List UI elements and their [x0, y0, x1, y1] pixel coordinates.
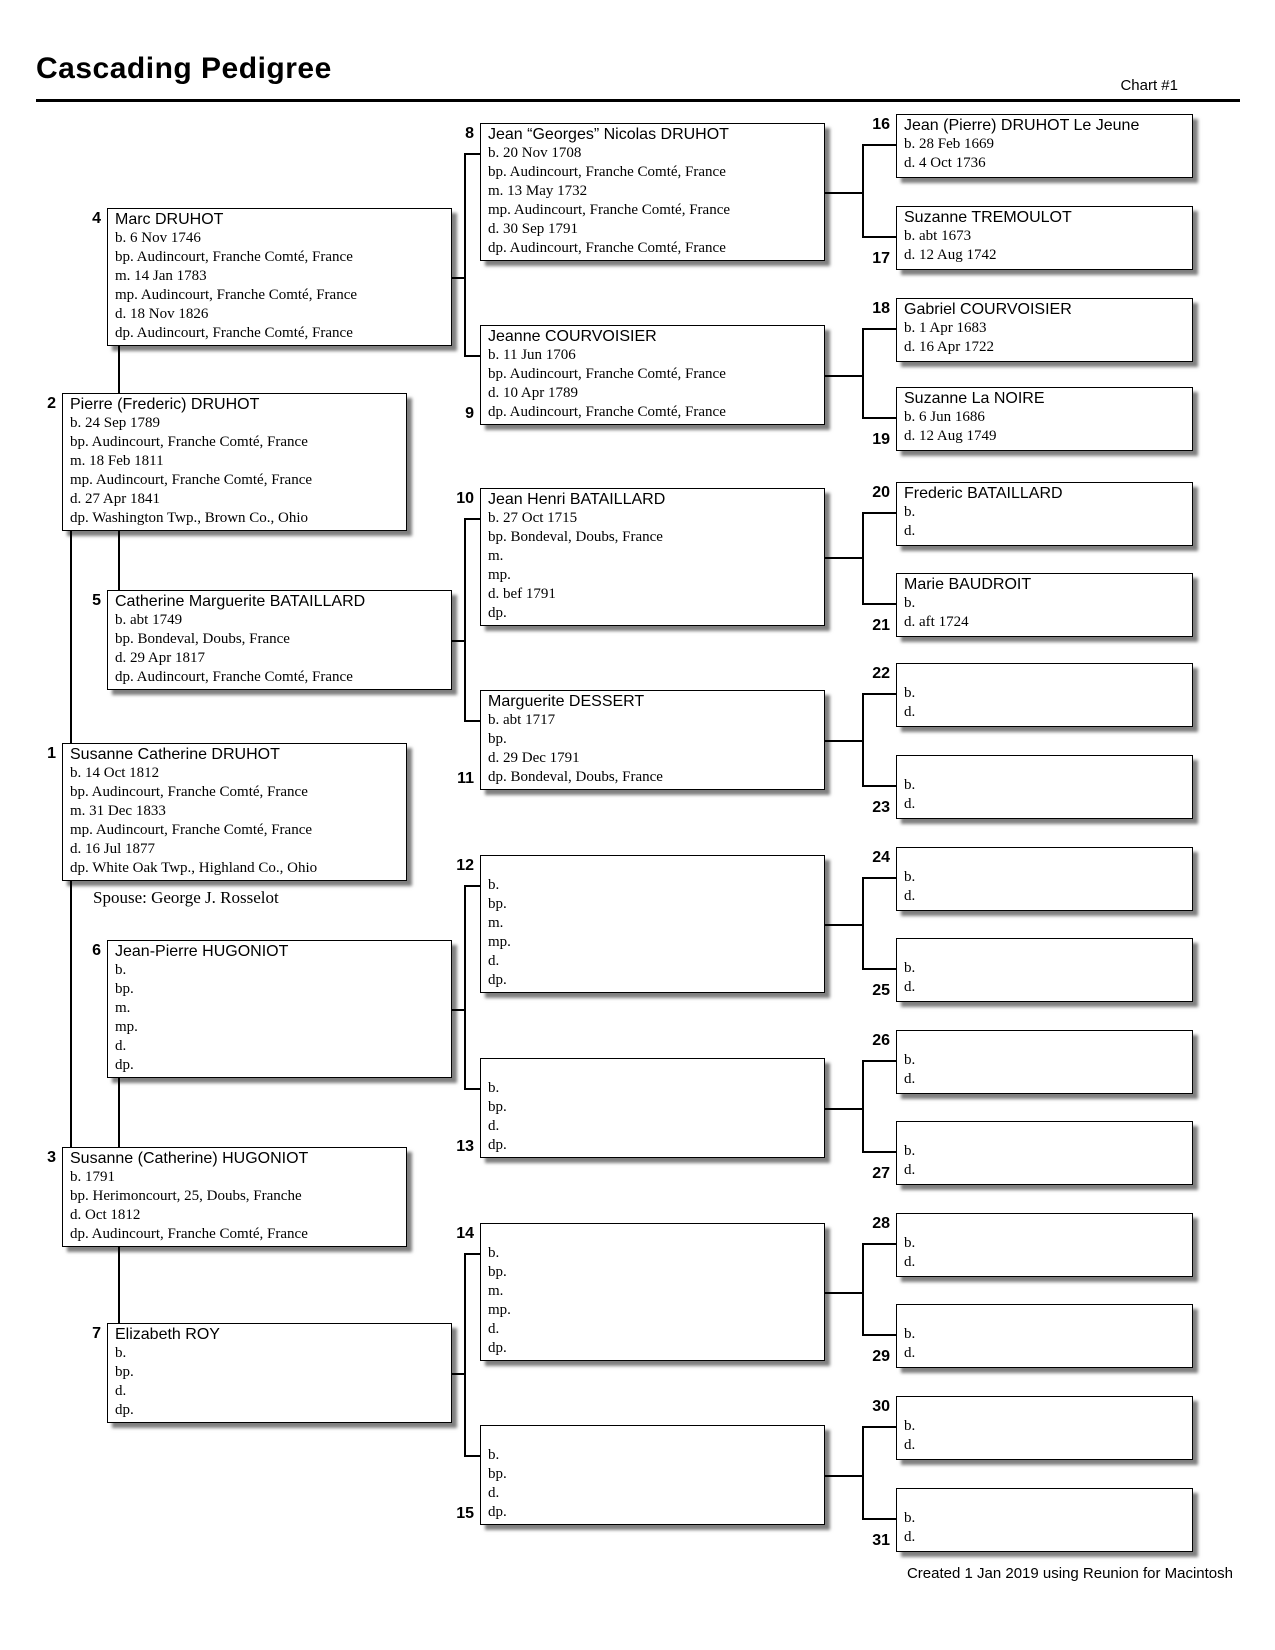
connector-line — [118, 531, 120, 590]
person-number: 14 — [456, 1225, 474, 1242]
connector-line — [862, 877, 864, 968]
person-detail-line: bp. — [488, 1099, 507, 1115]
person-detail-line: bp. Audincourt, Franche Comté, France — [115, 249, 353, 265]
person-number: 23 — [872, 799, 890, 816]
person-detail-line: b. — [904, 1418, 916, 1434]
person-box-26 — [896, 1030, 1193, 1094]
connector-line — [862, 1334, 896, 1336]
person-detail-line: b. 1 Apr 1683 — [904, 320, 987, 336]
person-detail-line: b. 28 Feb 1669 — [904, 136, 994, 152]
footer-note: Created 1 Jan 2019 using Reunion for Macintosh — [906, 1565, 1233, 1582]
person-detail-line: d. 18 Nov 1826 — [115, 306, 209, 322]
person-detail-line: m. — [115, 1000, 131, 1016]
person-detail-line: d. 12 Aug 1742 — [904, 247, 997, 263]
connector-line — [862, 144, 896, 146]
person-box-14 — [480, 1223, 825, 1361]
person-box-30 — [896, 1396, 1193, 1460]
person-detail-line: bp. — [115, 981, 134, 997]
person-name: Jean (Pierre) DRUHOT Le Jeune — [904, 117, 1140, 134]
connector-line — [118, 1247, 120, 1323]
person-detail-line: mp. Audincourt, Franche Comté, France — [70, 822, 313, 838]
person-detail-line: d. — [904, 979, 916, 995]
person-name — [904, 1215, 1186, 1234]
person-detail-line: d. — [488, 1118, 500, 1134]
person-name — [488, 1427, 818, 1446]
person-number: 5 — [92, 592, 101, 609]
person-box-1 — [62, 743, 407, 881]
connector-line — [464, 518, 466, 720]
person-detail-line: bp. Bondeval, Doubs, France — [488, 529, 663, 545]
person-detail-line: dp. Audincourt, Franche Comté, France — [115, 325, 353, 341]
person-detail-line: m. — [488, 1283, 504, 1299]
connector-line — [862, 603, 896, 605]
person-detail-line: d. 10 Apr 1789 — [488, 385, 578, 401]
person-detail-line: d. — [904, 704, 916, 720]
person-detail-line: b. — [115, 962, 127, 978]
person-detail-line: b. 1791 — [70, 1169, 115, 1185]
person-box-25 — [896, 938, 1193, 1002]
person-number: 28 — [872, 1215, 890, 1232]
person-number: 7 — [92, 1325, 101, 1342]
person-detail-line: dp. — [488, 1137, 507, 1153]
person-number: 19 — [872, 431, 890, 448]
connector-line — [825, 192, 864, 194]
person-detail-line: bp. — [488, 1466, 507, 1482]
person-detail-line: mp. — [488, 1302, 511, 1318]
person-detail-line: b. — [904, 960, 916, 976]
connector-line — [464, 153, 466, 355]
connector-line — [464, 885, 480, 887]
person-detail-line: d. — [904, 1345, 916, 1361]
person-box-12 — [480, 855, 825, 993]
person-detail-line: mp. Audincourt, Franche Comté, France — [70, 472, 313, 488]
person-name — [488, 1060, 818, 1079]
connector-line — [862, 328, 864, 417]
person-detail-line: bp. Herimoncourt, 25, Doubs, Franche — [70, 1188, 302, 1204]
person-name — [904, 940, 1186, 959]
connector-line — [825, 1292, 864, 1294]
person-box-27 — [896, 1121, 1193, 1185]
person-detail-line: b. — [904, 1510, 916, 1526]
person-detail-line: bp. Audincourt, Franche Comté, France — [488, 164, 726, 180]
connector-line — [118, 1078, 120, 1147]
person-box-28 — [896, 1213, 1193, 1277]
connector-line — [70, 531, 72, 743]
connector-line — [464, 885, 466, 1088]
person-box-20 — [896, 482, 1193, 546]
person-detail-line: b. — [488, 1245, 500, 1261]
person-detail-line: b. — [488, 1447, 500, 1463]
person-detail-line: bp. Bondeval, Doubs, France — [115, 631, 290, 647]
person-box-15 — [480, 1425, 825, 1525]
connector-line — [862, 512, 864, 603]
person-detail-line: d. — [904, 1254, 916, 1270]
person-number: 8 — [465, 125, 474, 142]
person-detail-line: d. 16 Jul 1877 — [70, 841, 156, 857]
title-rule — [36, 99, 1240, 102]
person-number: 13 — [456, 1138, 474, 1155]
person-detail-line: bp. — [115, 1364, 134, 1380]
person-detail-line: d. — [115, 1038, 127, 1054]
person-detail-line: d. — [904, 1071, 916, 1087]
person-name — [904, 1032, 1186, 1051]
person-detail-line: d. — [488, 953, 500, 969]
connector-line — [825, 1108, 864, 1110]
person-name: Suzanne La NOIRE — [904, 390, 1045, 407]
person-name: Frederic BATAILLARD — [904, 485, 1063, 502]
person-number: 26 — [872, 1032, 890, 1049]
person-detail-line: d. — [904, 523, 916, 539]
person-number: 16 — [872, 116, 890, 133]
person-box-9 — [480, 325, 825, 425]
connector-line — [464, 1088, 480, 1090]
connector-line — [464, 1253, 480, 1255]
person-detail-line: d. 29 Apr 1817 — [115, 650, 205, 666]
person-name: Marc DRUHOT — [115, 211, 224, 228]
person-detail-line: d. — [904, 796, 916, 812]
person-detail-line: d. 12 Aug 1749 — [904, 428, 997, 444]
person-detail-line: d. — [904, 1437, 916, 1453]
person-box-31 — [896, 1488, 1193, 1552]
person-detail-line: d. 30 Sep 1791 — [488, 221, 578, 237]
connector-line — [862, 1518, 896, 1520]
person-detail-line: b. 27 Oct 1715 — [488, 510, 578, 526]
person-number: 20 — [872, 484, 890, 501]
person-number: 17 — [872, 250, 890, 267]
person-detail-line: d. bef 1791 — [488, 586, 556, 602]
person-box-10 — [480, 488, 825, 626]
person-box-2 — [62, 393, 407, 531]
person-detail-line: dp. — [115, 1057, 134, 1073]
person-detail-line: b. 11 Jun 1706 — [488, 347, 576, 363]
person-detail-line: d. 27 Apr 1841 — [70, 491, 160, 507]
person-detail-line: b. — [904, 595, 916, 611]
person-detail-line: b. 6 Jun 1686 — [904, 409, 985, 425]
person-detail-line: m. 18 Feb 1811 — [70, 453, 164, 469]
person-detail-line: b. abt 1749 — [115, 612, 183, 628]
person-detail-line: d. 4 Oct 1736 — [904, 155, 986, 171]
person-number: 27 — [872, 1165, 890, 1182]
person-detail-line: d. 29 Dec 1791 — [488, 750, 580, 766]
person-detail-line: b. abt 1717 — [488, 712, 556, 728]
person-detail-line: b. — [904, 1143, 916, 1159]
person-box-4 — [107, 208, 452, 346]
connector-line — [862, 1060, 896, 1062]
person-detail-line: bp. — [488, 896, 507, 912]
connector-line — [464, 1253, 466, 1455]
connector-line — [118, 346, 120, 393]
person-detail-line: d. — [904, 888, 916, 904]
connector-line — [825, 924, 864, 926]
connector-line — [862, 968, 896, 970]
person-detail-line: bp. Audincourt, Franche Comté, France — [488, 366, 726, 382]
connector-line — [70, 881, 72, 1147]
person-name — [488, 857, 818, 876]
spouse-note: Spouse: George J. Rosselot — [93, 888, 279, 907]
person-box-5 — [107, 590, 452, 690]
person-detail-line: b. abt 1673 — [904, 228, 972, 244]
person-number: 25 — [872, 982, 890, 999]
person-number: 22 — [872, 665, 890, 682]
person-name — [488, 1225, 818, 1244]
connector-line — [464, 1455, 480, 1457]
person-detail-line: mp. — [488, 567, 511, 583]
person-detail-line: b. — [904, 1235, 916, 1251]
person-number: 6 — [92, 942, 101, 959]
connector-line — [862, 693, 896, 695]
connector-line — [862, 1243, 864, 1334]
person-box-18 — [896, 298, 1193, 362]
person-name: Jeanne COURVOISIER — [488, 328, 657, 345]
person-name — [904, 757, 1186, 776]
person-detail-line: bp. Audincourt, Franche Comté, France — [70, 784, 308, 800]
person-detail-line: d. — [488, 1485, 500, 1501]
connector-line — [862, 1060, 864, 1151]
person-detail-line: d. — [488, 1321, 500, 1337]
person-detail-line: b. — [904, 777, 916, 793]
connector-line — [825, 375, 864, 377]
connector-line — [825, 1475, 864, 1477]
person-number: 1 — [47, 745, 56, 762]
person-detail-line: dp. Audincourt, Franche Comté, France — [488, 240, 726, 256]
person-detail-line: dp. Washington Twp., Brown Co., Ohio — [70, 510, 309, 526]
connector-line — [862, 1426, 864, 1518]
person-number: 29 — [872, 1348, 890, 1365]
person-box-24 — [896, 847, 1193, 911]
person-number: 9 — [465, 405, 474, 422]
person-detail-line: m. 14 Jan 1783 — [115, 268, 207, 284]
person-box-11 — [480, 690, 825, 790]
person-name: Elizabeth ROY — [115, 1326, 220, 1343]
person-name: Jean-Pierre HUGONIOT — [115, 943, 289, 960]
person-name — [904, 1306, 1186, 1325]
person-detail-line: m. 31 Dec 1833 — [70, 803, 166, 819]
person-detail-line: b. — [904, 1326, 916, 1342]
person-detail-line: d. Oct 1812 — [70, 1207, 141, 1223]
person-number: 21 — [872, 617, 890, 634]
person-detail-line: b. 24 Sep 1789 — [70, 415, 160, 431]
person-detail-line: m. — [488, 915, 504, 931]
person-box-29 — [896, 1304, 1193, 1368]
person-detail-line: b. — [904, 504, 916, 520]
person-name — [904, 665, 1186, 684]
person-name: Catherine Marguerite BATAILLARD — [115, 593, 366, 610]
person-name: Jean “Georges” Nicolas DRUHOT — [488, 126, 729, 143]
person-number: 11 — [457, 770, 474, 787]
page-title: Cascading Pedigree — [36, 52, 332, 85]
person-box-13 — [480, 1058, 825, 1158]
person-name: Susanne Catherine DRUHOT — [70, 746, 280, 763]
person-name — [904, 1398, 1186, 1417]
person-detail-line: dp. — [488, 1340, 507, 1356]
person-number: 3 — [47, 1149, 56, 1166]
connector-line — [862, 1243, 896, 1245]
chart-label: Chart #1 — [1120, 77, 1178, 94]
person-box-23 — [896, 755, 1193, 819]
person-box-6 — [107, 940, 452, 1078]
person-name: Gabriel COURVOISIER — [904, 301, 1072, 318]
connector-line — [825, 740, 864, 742]
connector-line — [862, 785, 896, 787]
person-detail-line: bp. — [488, 731, 507, 747]
person-number: 2 — [47, 395, 56, 412]
person-box-22 — [896, 663, 1193, 727]
connector-line — [862, 328, 896, 330]
person-name — [904, 1490, 1186, 1509]
person-detail-line: mp. — [488, 934, 511, 950]
person-detail-line: bp. Audincourt, Franche Comté, France — [70, 434, 308, 450]
person-detail-line: b. 20 Nov 1708 — [488, 145, 582, 161]
connector-line — [862, 693, 864, 785]
person-box-17 — [896, 206, 1193, 270]
connector-line — [862, 877, 896, 879]
person-number: 30 — [872, 1398, 890, 1415]
connector-line — [825, 557, 864, 559]
person-detail-line: dp. Bondeval, Doubs, France — [488, 769, 663, 785]
person-name — [904, 1123, 1186, 1142]
person-name: Marie BAUDROIT — [904, 576, 1032, 593]
connector-line — [862, 417, 896, 419]
person-detail-line: d. — [115, 1383, 127, 1399]
person-name: Jean Henri BATAILLARD — [488, 491, 666, 508]
person-number: 12 — [456, 857, 474, 874]
person-detail-line: dp. — [488, 605, 507, 621]
person-box-21 — [896, 573, 1193, 637]
person-box-8 — [480, 123, 825, 261]
person-box-3 — [62, 1147, 407, 1247]
connector-line — [464, 153, 480, 155]
connector-line — [464, 518, 480, 520]
person-box-7 — [107, 1323, 452, 1423]
person-detail-line: b. — [488, 877, 500, 893]
person-detail-line: d. — [904, 1162, 916, 1178]
connector-line — [464, 720, 480, 722]
connector-line — [862, 512, 896, 514]
person-name: Pierre (Frederic) DRUHOT — [70, 396, 260, 413]
person-detail-line: m. — [488, 548, 504, 564]
person-detail-line: b. 6 Nov 1746 — [115, 230, 201, 246]
person-detail-line: dp. Audincourt, Franche Comté, France — [115, 669, 353, 685]
person-detail-line: mp. — [115, 1019, 138, 1035]
person-detail-line: dp. — [488, 1504, 507, 1520]
person-detail-line: b. — [904, 685, 916, 701]
connector-line — [862, 1426, 896, 1428]
person-number: 10 — [456, 490, 474, 507]
person-detail-line: bp. — [488, 1264, 507, 1280]
person-name — [904, 849, 1186, 868]
person-name: Marguerite DESSERT — [488, 693, 645, 710]
person-number: 4 — [92, 210, 101, 227]
person-detail-line: mp. Audincourt, Franche Comté, France — [115, 287, 358, 303]
connector-line — [862, 1151, 896, 1153]
person-box-16 — [896, 114, 1193, 178]
person-number: 24 — [872, 849, 890, 866]
person-number: 31 — [872, 1532, 890, 1549]
person-detail-line: d. aft 1724 — [904, 614, 969, 630]
person-detail-line: b. — [904, 869, 916, 885]
person-detail-line: m. 13 May 1732 — [488, 183, 588, 199]
person-detail-line: dp. — [115, 1402, 134, 1418]
person-number: 18 — [872, 300, 890, 317]
person-detail-line: d. — [904, 1529, 916, 1545]
person-box-19 — [896, 387, 1193, 451]
person-number: 15 — [456, 1505, 474, 1522]
person-name: Susanne (Catherine) HUGONIOT — [70, 1150, 309, 1167]
person-detail-line: b. — [115, 1345, 127, 1361]
person-detail-line: mp. Audincourt, Franche Comté, France — [488, 202, 731, 218]
person-detail-line: dp. — [488, 972, 507, 988]
person-detail-line: dp. Audincourt, Franche Comté, France — [488, 404, 726, 420]
person-detail-line: d. 16 Apr 1722 — [904, 339, 994, 355]
person-detail-line: dp. Audincourt, Franche Comté, France — [70, 1226, 308, 1242]
connector-line — [862, 144, 864, 236]
person-detail-line: b. — [488, 1080, 500, 1096]
connector-line — [862, 236, 896, 238]
person-name: Suzanne TREMOULOT — [904, 209, 1072, 226]
person-detail-line: b. 14 Oct 1812 — [70, 765, 160, 781]
person-detail-line: b. — [904, 1052, 916, 1068]
person-detail-line: dp. White Oak Twp., Highland Co., Ohio — [70, 860, 318, 876]
connector-line — [464, 355, 480, 357]
